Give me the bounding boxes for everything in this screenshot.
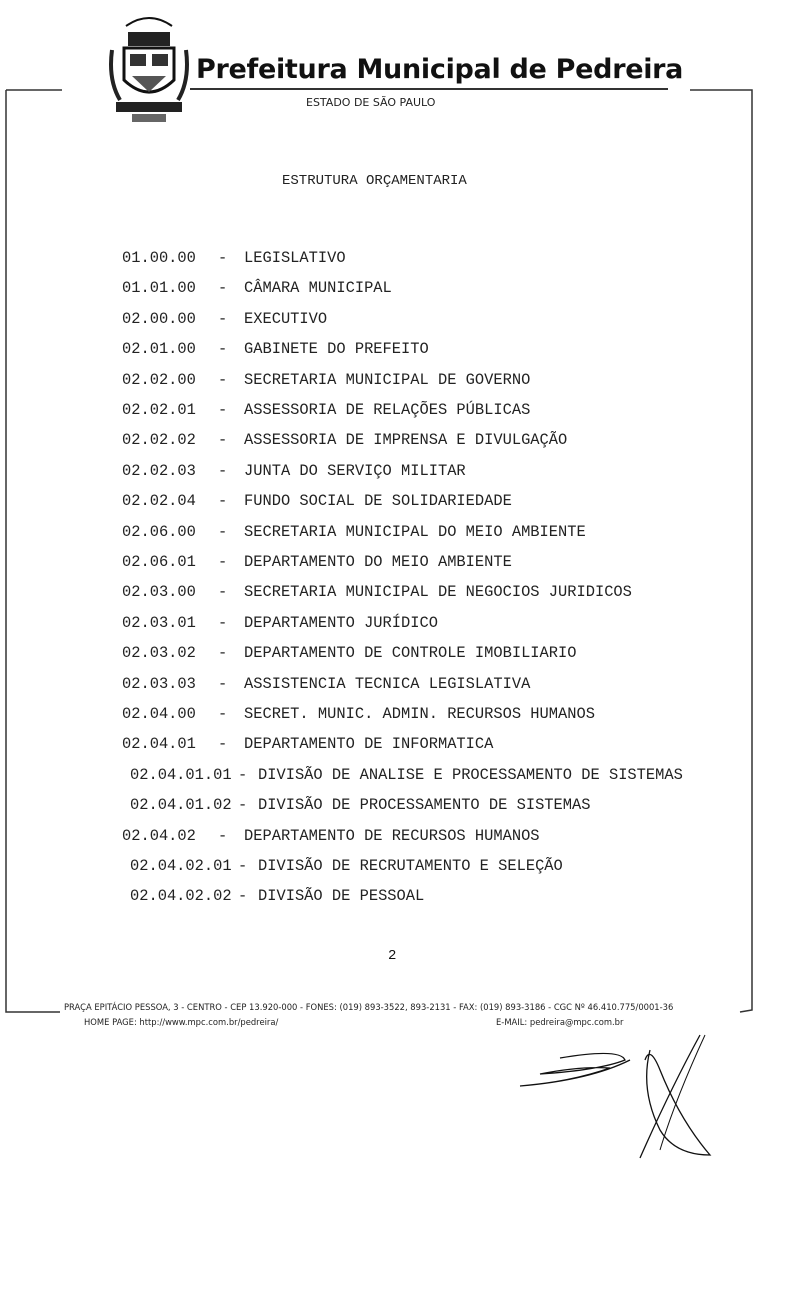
unit-label: ASSISTENCIA TECNICA LEGISLATIVA — [244, 674, 531, 693]
state-subtitle: ESTADO DE SÃO PAULO — [306, 96, 436, 109]
separator-dash: - — [238, 857, 248, 875]
separator-dash: - — [218, 644, 228, 663]
unit-code: 02.04.02.01 — [130, 857, 232, 875]
unit-code: 02.04.01 — [122, 735, 196, 754]
unit-code: 02.02.01 — [122, 401, 196, 419]
unit-label: GABINETE DO PREFEITO — [244, 340, 429, 359]
unit-code: 02.03.03 — [122, 674, 196, 693]
unit-code: 02.04.02 — [122, 826, 196, 845]
unit-code: 02.02.02 — [122, 431, 196, 450]
unit-code: 02.03.00 — [122, 583, 196, 602]
unit-code: 02.03.01 — [122, 613, 196, 632]
separator-dash: - — [218, 431, 228, 450]
unit-label: ASSESSORIA DE IMPRENSA E DIVULGAÇÃO — [244, 431, 568, 450]
municipal-crest-logo — [106, 10, 192, 128]
unit-code: 02.06.00 — [122, 522, 196, 541]
separator-dash: - — [218, 583, 228, 602]
unit-code: 02.03.02 — [122, 644, 196, 663]
unit-label: DIVISÃO DE RECRUTAMENTO E SELEÇÃO — [258, 857, 563, 875]
unit-label: DEPARTAMENTO JURÍDICO — [244, 613, 438, 632]
title-underline — [190, 88, 668, 90]
unit-code: 02.01.00 — [122, 340, 196, 359]
separator-dash: - — [218, 705, 228, 723]
separator-dash: - — [218, 370, 228, 389]
separator-dash: - — [218, 249, 228, 267]
unit-code: 01.01.00 — [122, 279, 196, 298]
unit-label: DIVISÃO DE PROCESSAMENTO DE SISTEMAS — [258, 796, 591, 815]
separator-dash: - — [218, 401, 228, 419]
unit-label: ASSESSORIA DE RELAÇÕES PÚBLICAS — [244, 401, 531, 419]
unit-label: CÂMARA MUNICIPAL — [244, 279, 392, 298]
unit-label: SECRETARIA MUNICIPAL DE GOVERNO — [244, 370, 531, 389]
unit-label: DEPARTAMENTO DO MEIO AMBIENTE — [244, 553, 512, 571]
separator-dash: - — [218, 309, 228, 328]
page-title: Prefeitura Municipal de Pedreira — [196, 54, 684, 85]
separator-dash: - — [218, 613, 228, 632]
unit-label: SECRET. MUNIC. ADMIN. RECURSOS HUMANOS — [244, 705, 595, 723]
unit-label: DEPARTAMENTO DE CONTROLE IMOBILIARIO — [244, 644, 577, 663]
footer-homepage: HOME PAGE: http://www.mpc.com.br/pedreira/ — [84, 1017, 279, 1027]
footer-email: E-MAIL: pedreira@mpc.com.br — [496, 1017, 624, 1027]
separator-dash: - — [218, 735, 228, 754]
separator-dash: - — [218, 522, 228, 541]
separator-dash: - — [218, 461, 228, 480]
unit-label: FUNDO SOCIAL DE SOLIDARIEDADE — [244, 492, 512, 511]
unit-label: DEPARTAMENTO DE INFORMATICA — [244, 735, 494, 754]
separator-dash: - — [218, 826, 228, 845]
unit-label: SECRETARIA MUNICIPAL DE NEGOCIOS JURIDICOS — [244, 583, 632, 602]
handwritten-signature — [500, 1030, 730, 1160]
unit-code: 02.02.03 — [122, 461, 196, 480]
unit-code: 02.02.04 — [122, 492, 196, 511]
unit-label: DIVISÃO DE PESSOAL — [258, 887, 425, 906]
unit-code: 02.04.01.02 — [130, 796, 232, 815]
document-heading: ESTRUTURA ORÇAMENTARIA — [282, 173, 467, 189]
separator-dash: - — [218, 340, 228, 359]
unit-label: SECRETARIA MUNICIPAL DO MEIO AMBIENTE — [244, 522, 586, 541]
unit-label: DIVISÃO DE ANALISE E PROCESSAMENTO DE SISTEMAS — [258, 765, 683, 784]
unit-code: 01.00.00 — [122, 249, 196, 267]
unit-code: 02.04.00 — [122, 705, 196, 723]
unit-code: 02.00.00 — [122, 309, 196, 328]
unit-code: 02.06.01 — [122, 553, 196, 571]
separator-dash: - — [238, 887, 248, 906]
unit-code: 02.02.00 — [122, 370, 196, 389]
unit-label: LEGISLATIVO — [244, 249, 346, 267]
page-number: 2 — [388, 948, 397, 964]
unit-code: 02.04.01.01 — [130, 765, 232, 784]
separator-dash: - — [218, 674, 228, 693]
separator-dash: - — [218, 553, 228, 571]
footer-address: PRAÇA EPITÁCIO PESSOA, 3 - CENTRO - CEP 13.920-000 - FONES: (019) 893-3522, 893-2131 - FAX: (019) 893-3186 - CGC Nº 46.410.775/0001-36 — [64, 1002, 674, 1012]
unit-label: DEPARTAMENTO DE RECURSOS HUMANOS — [244, 826, 540, 845]
unit-label: EXECUTIVO — [244, 309, 328, 328]
separator-dash: - — [238, 796, 248, 815]
unit-code: 02.04.02.02 — [130, 887, 232, 906]
separator-dash: - — [218, 279, 228, 298]
separator-dash: - — [238, 765, 248, 784]
separator-dash: - — [218, 492, 228, 511]
unit-label: JUNTA DO SERVIÇO MILITAR — [244, 461, 466, 480]
